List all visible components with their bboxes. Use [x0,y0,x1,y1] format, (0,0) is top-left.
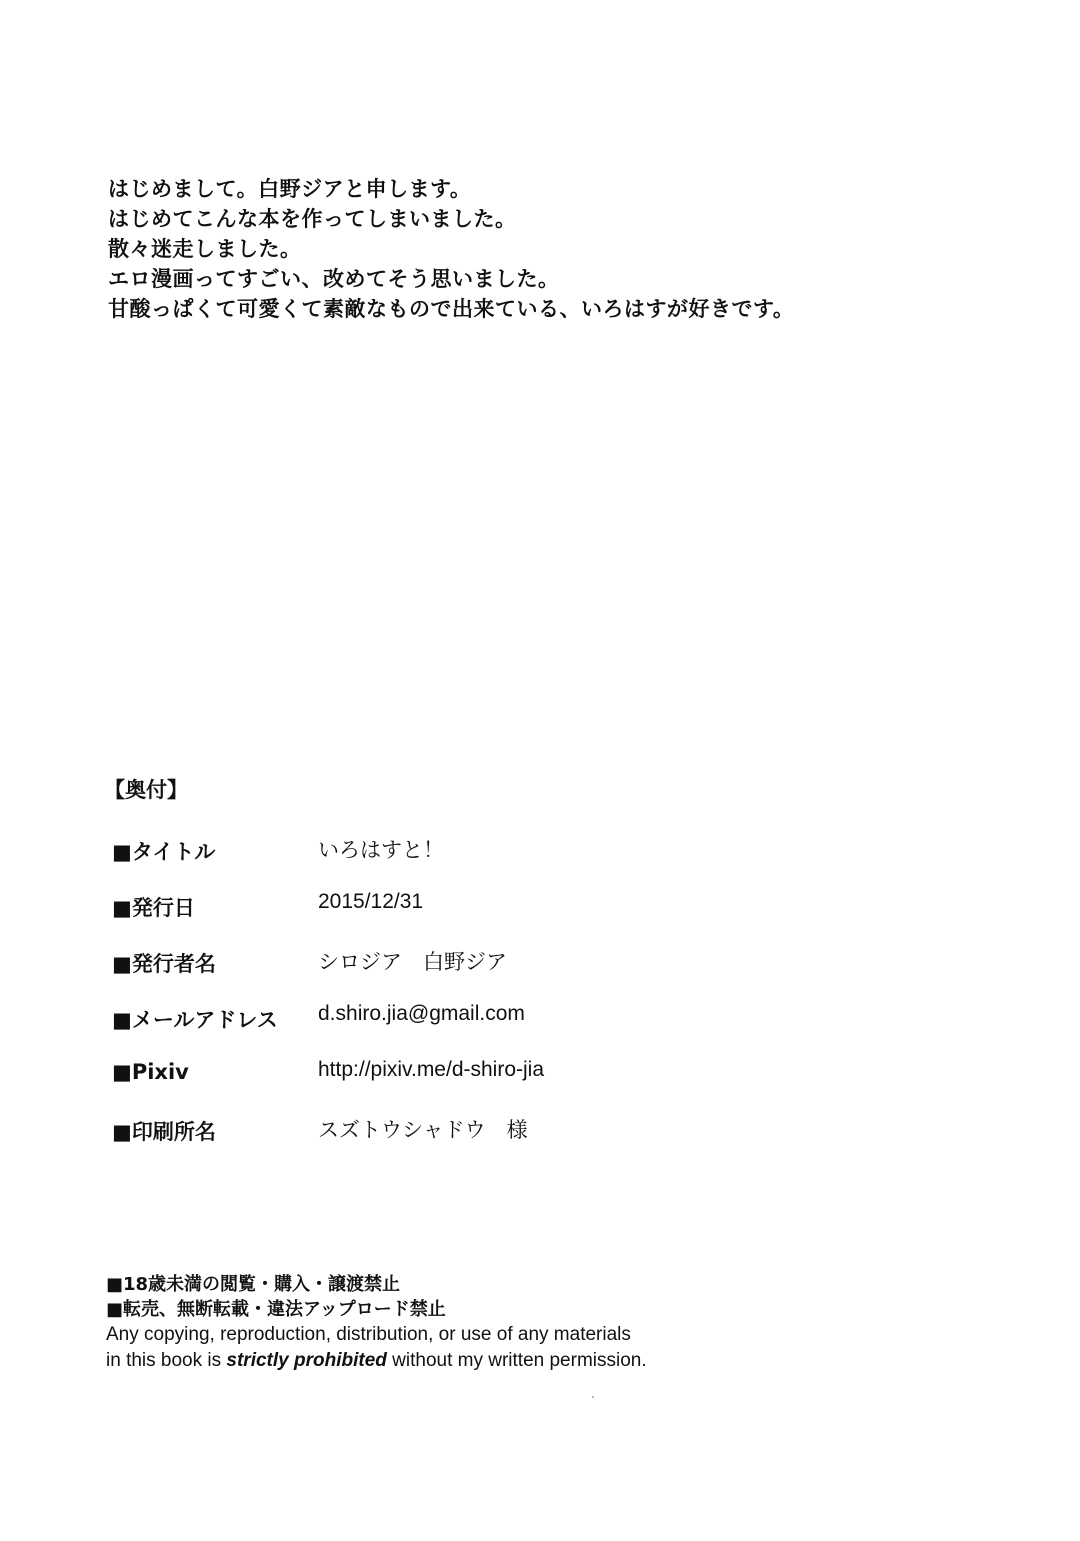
author-greeting [108,174,1008,324]
row-value: シロジア 白野ジア [318,951,507,974]
greeting-line: エロ漫画ってすごい、改めてそう思いました。 [108,267,560,291]
age-restriction-notice: ■18歳未満の閲覧・購入・譲渡禁止 [106,1274,401,1295]
row-label: ■メールアドレス [112,1008,278,1032]
row-label: ■発行者名 [112,952,216,976]
colophon-table [112,836,1012,1172]
email-link[interactable]: d.shiro.jia@gmail.com [318,1002,525,1025]
copyright-text-pre: in this book is [106,1350,227,1371]
row-value: スズトウシャドウ 様 [318,1119,528,1142]
colophon-row-pixiv [112,1060,1012,1116]
row-label: ■発行日 [112,896,195,920]
copyright-line-1: Any copying, reproduction, distribution, or use of any materials [106,1324,631,1345]
row-label: ■タイトル [112,840,216,864]
colophon-heading: 【奥付】 [104,778,188,802]
copyright-line-2 [106,1348,1006,1374]
greeting-line: 散々迷走しました。 [108,237,302,261]
scan-speck [592,1396,594,1398]
colophon-row-date [112,892,1012,948]
greeting-line: はじめてこんな本を作ってしまいました。 [108,207,517,231]
greeting-line: はじめまして。白野ジアと申します。 [108,177,472,201]
row-value: 2015/12/31 [318,890,424,913]
row-value: いろはすと！ [318,839,444,862]
pixiv-link[interactable]: http://pixiv.me/d-shiro-jia [318,1058,545,1081]
colophon-row-publisher [112,948,1012,1004]
colophon-row-printer [112,1116,1012,1172]
copyright-text-emphasis: strictly prohibited [226,1350,387,1371]
row-label: ■Pixiv [112,1060,189,1084]
legal-notice [106,1272,1006,1374]
row-label: ■印刷所名 [112,1120,216,1144]
colophon-row-title [112,836,1012,892]
redistribution-notice: ■転売、無断転載・違法アップロード禁止 [106,1299,446,1320]
copyright-text-post: without my written permission. [386,1350,647,1371]
colophon-row-email [112,1004,1012,1060]
greeting-line: 甘酸っぱくて可愛くて素敵なもので出来ている、いろはすが好きです。 [108,297,795,321]
